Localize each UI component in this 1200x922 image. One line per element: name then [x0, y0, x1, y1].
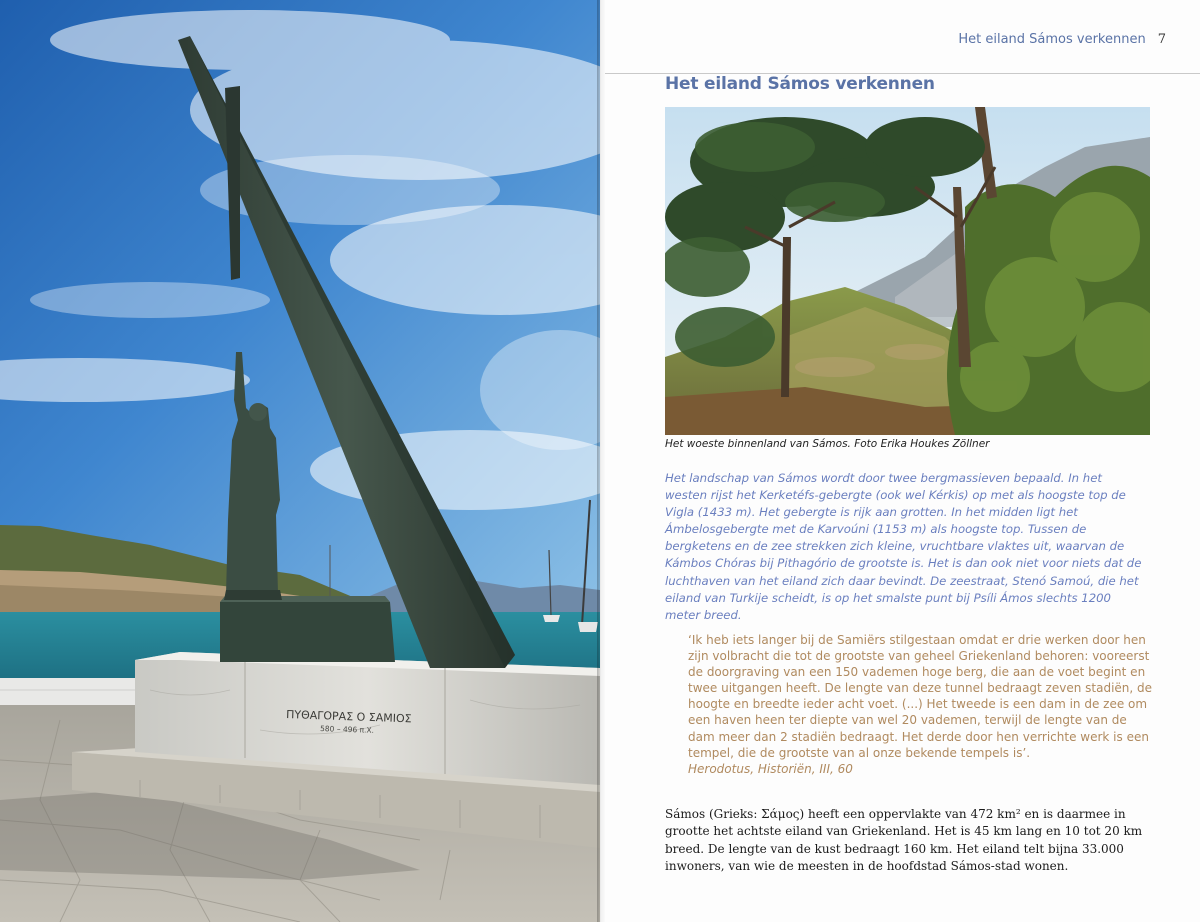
page-number: 7: [1157, 32, 1166, 47]
herodotus-quote: [688, 632, 1156, 777]
body-paragraph: Sámos (Grieks: Σάμος) heeft een oppervlakte van 472 km² en is daarmee in grootte het achtste eiland van Griekenland. Het is 45 km lang en 10 tot 20 km breed. De lengte van de kust bedraagt 160 km. Het eiland telt bijna 33.000 inwoners, van wie de meesten in de hoofdstad Sámos-stad wonen.: [665, 807, 1143, 873]
quote-text: ‘Ik heb iets langer bij de Samiërs stilgestaan omdat er drie werken door hen zijn volbracht die tot de grootste van geheel Griekenland behoren: vooreerst de doorgraving van een 150 vademen hoge berg, die aan de voet begint en twee uitgangen heeft. De lengte van deze tunnel bedraagt zeven stadiën, de hoogte en breedte ieder acht voet. (...) Het tweede is een dam in de zee om een haven heen ter diepte van wel 20 vademen, terwijl de lengte van de dam meer dan 2 stadiën bedraagt. Het derde door hen verrichte werk is een tempel, die de grootste van al onze bekende tempels is’.: [688, 633, 1153, 760]
running-head-title: Het eiland Sámos verkennen: [958, 32, 1146, 47]
inscription-line2: 580 – 496 π.Χ.: [319, 724, 375, 735]
chapter-title: Het eiland Sámos verkennen: [665, 74, 935, 94]
inscription-line1: ΠΥΘΑΓΟΡΑΣ Ο ΣΑΜΙΟΣ: [285, 708, 412, 726]
landscape-photo: [665, 107, 1150, 435]
quote-attribution: Herodotus, Historiën, III, 60: [688, 761, 853, 776]
photo-caption: Het woeste binnenland van Sámos. Foto Erika Houkes Zöllner: [665, 438, 990, 450]
running-head: [958, 32, 1166, 47]
right-page: [605, 0, 1200, 922]
intro-paragraph: Het landschap van Sámos wordt door twee bergmassieven bepaald. In het westen rijst het Kerketéfs-gebergte (ook wel Kérkis) op met als hoogste top de Vigla (1433 m). Het gebergte is rijk aan grotten. In het midden ligt het Ámbelosgebergte met de Karvoúni (1153 m) als hoogste top. Tussen de bergketens en de zee strekken zich kleine, vruchtbare vlaktes uit, waarvan de Kámbos Chóras bij Pithagório de grootste is. Het is dan ook niet voor niets dat de luchthaven van het eiland zich daar bevindt. De zeestraat, Stenó Samoú, die het eiland van Turkije scheidt, is op het smalste punt bij Psíli Ámos slechts 1200 meter breed.: [665, 471, 1142, 622]
